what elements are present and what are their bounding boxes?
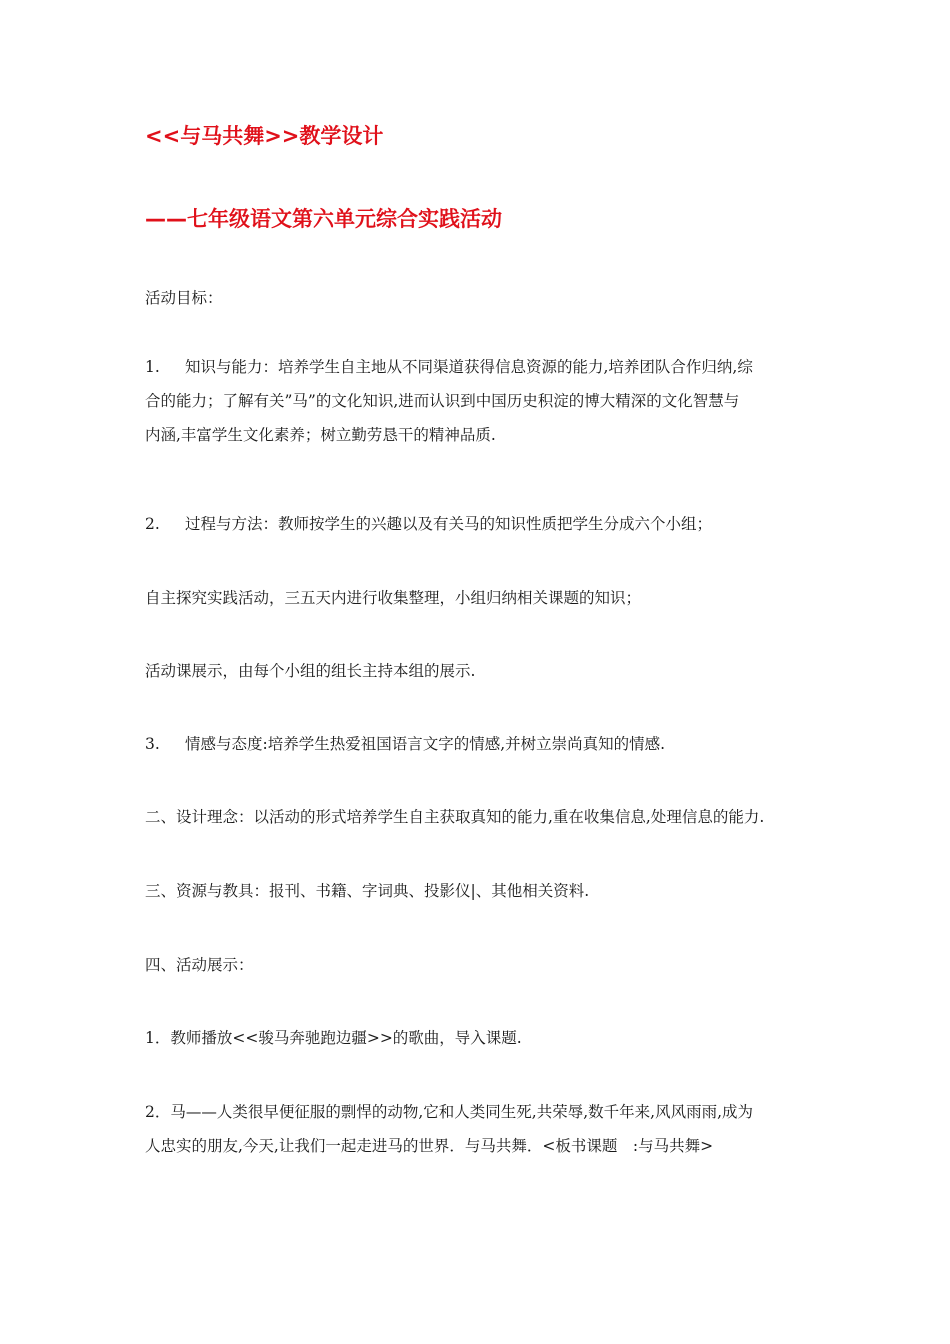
goal-3-paragraph [145,727,815,761]
goal-2-number: 2. [145,515,160,533]
document-title: <<与马共舞>>教学设计 [145,124,384,148]
section-design-concept: 二、设计理念：以活动的形式培养学生自主获取真知的能力,重在收集信息,处理信息的能力. [145,808,765,826]
goals-heading: 活动目标： [145,289,223,307]
goal-2-detail-1: 自主探究实践活动，三五天内进行收集整理，小组归纳相关课题的知识； [145,589,642,607]
goal-3-number: 3. [145,735,160,753]
goal-1-line-1 [145,350,815,384]
activity-step-2-line-2: 人忠实的朋友,今天,让我们一起走进马的世界．与马共舞．<板书课题 :与马共舞> [145,1137,714,1155]
goal-1-line-2: 合的能力；了解有关”马”的文化知识,进而认识到中国历史积淀的博大精深的文化智慧与 [145,392,740,410]
goal-1-text: 知识与能力：培养学生自主地从不同渠道获得信息资源的能力,培养团队合作归纳,综 [185,358,753,376]
goal-3-text: 情感与态度:培养学生热爱祖国语言文字的情感,并树立崇尚真知的情感. [185,735,666,753]
document-subtitle: ——七年级语文第六单元综合实践活动 [145,207,502,231]
goal-1-line-3: 内涵,丰富学生文化素养；树立勤劳恳干的精神品质. [145,426,496,444]
activity-step-2-line-1: 2．马——人类很早便征服的剽悍的动物,它和人类同生死,共荣辱,数千年来,风风雨雨,成为 [145,1103,753,1121]
section-activity-display: 四、活动展示： [145,956,254,974]
activity-step-2 [145,1095,815,1163]
activity-step-1: 1．教师播放<<骏马奔驰跑边疆>>的歌曲，导入课题. [145,1029,522,1047]
goal-2-paragraph [145,507,815,541]
goal-1-number: 1. [145,358,160,376]
goal-2-detail-2: 活动课展示，由每个小组的组长主持本组的展示. [145,662,476,680]
goal-1-paragraph [145,350,815,452]
section-resources: 三、资源与教具：报刊、书籍、字词典、投影仪|、其他相关资料. [145,882,590,900]
goal-2-text: 过程与方法：教师按学生的兴趣以及有关马的知识性质把学生分成六个小组； [185,515,713,533]
